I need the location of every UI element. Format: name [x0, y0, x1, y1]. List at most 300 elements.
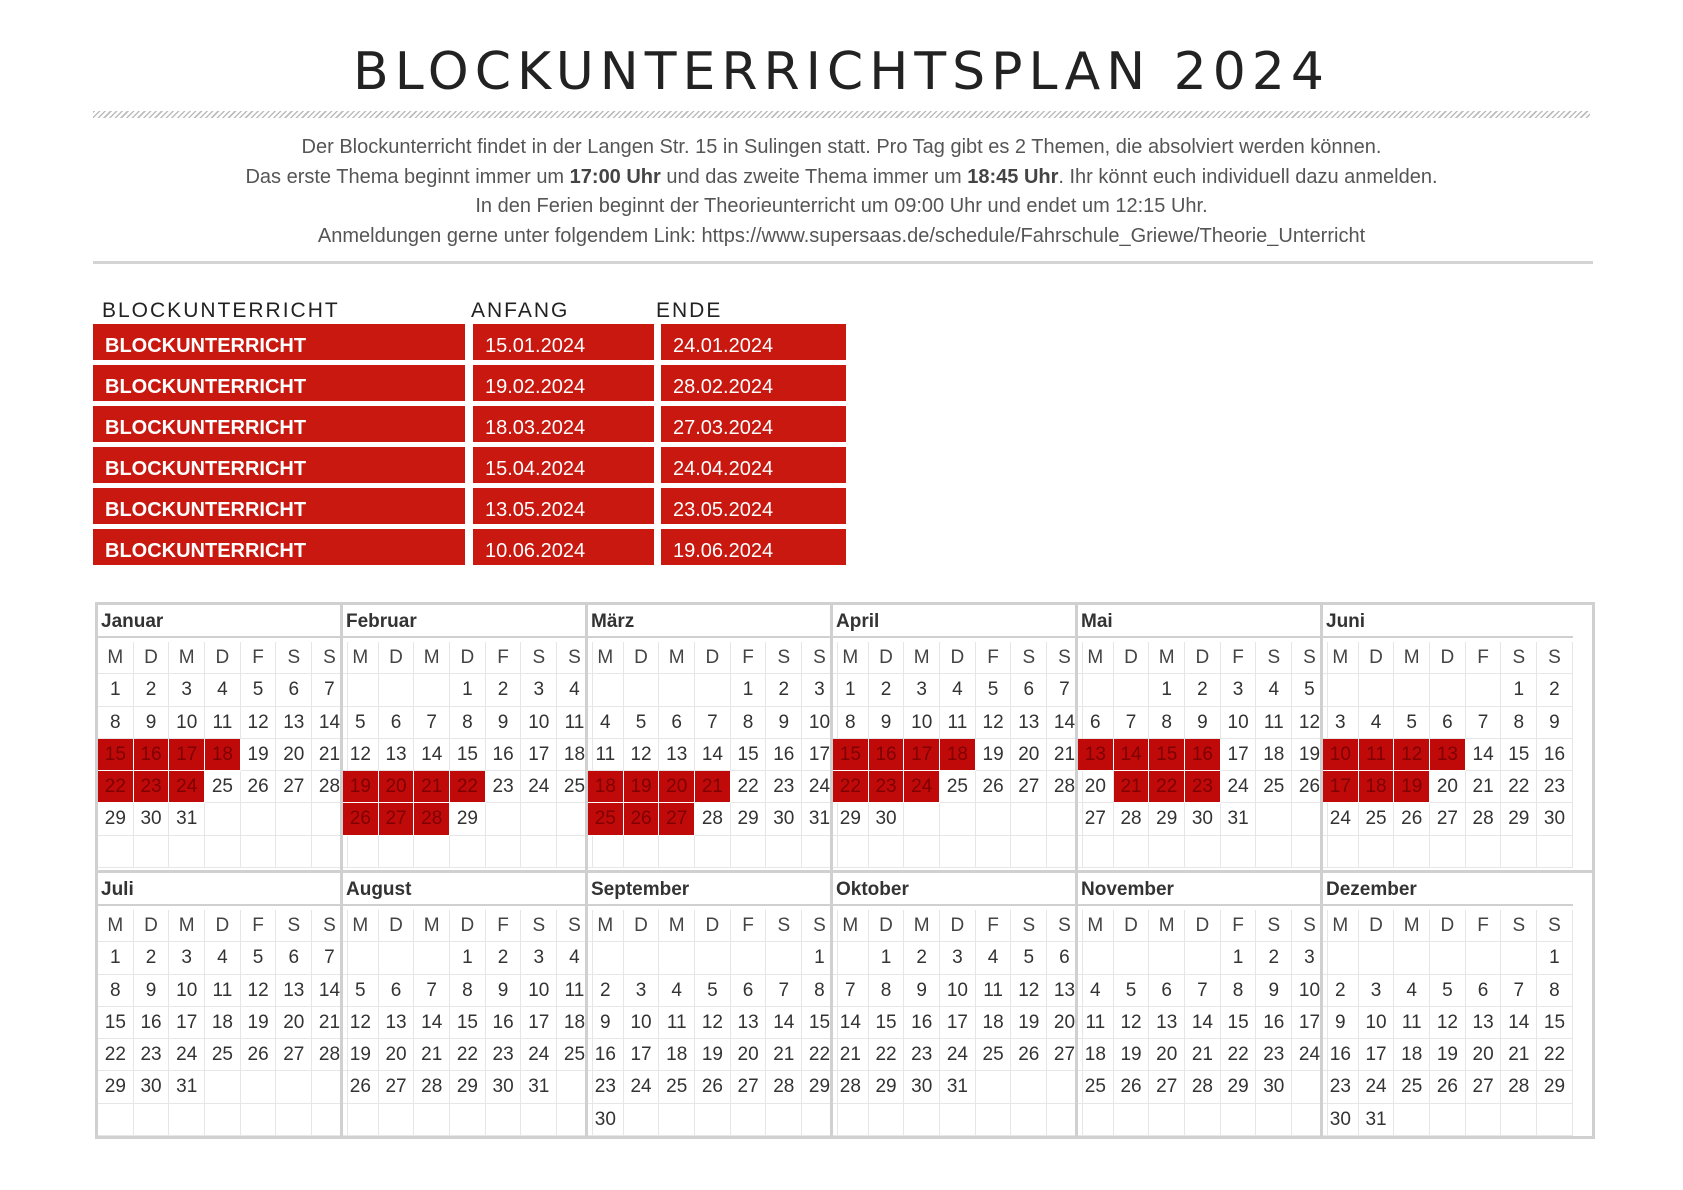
- weekday-label: D: [695, 642, 731, 674]
- day-cell-block-lesson: 27: [379, 803, 415, 835]
- day-cell: 10: [169, 975, 205, 1007]
- empty-day-cell: [588, 836, 624, 868]
- weekday-label: F: [1466, 642, 1502, 674]
- day-cell: 29: [450, 803, 486, 835]
- day-cell: 2: [486, 674, 522, 706]
- day-cell-block-lesson: 21: [695, 771, 731, 803]
- day-cell: 8: [731, 707, 767, 739]
- weekday-label: S: [1292, 642, 1328, 674]
- month-name: Dezember: [1323, 873, 1573, 906]
- day-cell: 16: [904, 1007, 940, 1039]
- weekday-label: D: [205, 642, 241, 674]
- weekday-label: S: [557, 910, 593, 942]
- day-cell: 25: [1078, 1071, 1114, 1103]
- weekday-label: D: [1185, 910, 1221, 942]
- day-cell: 24: [1292, 1039, 1328, 1071]
- day-cell: 29: [98, 803, 134, 835]
- month-grid: [1323, 910, 1573, 1136]
- day-cell-block-lesson: 22: [450, 771, 486, 803]
- empty-day-cell: [169, 836, 205, 868]
- day-cell: 19: [976, 739, 1012, 771]
- month-grid: [98, 642, 348, 868]
- day-cell: 3: [1292, 942, 1328, 974]
- day-cell: 7: [312, 942, 348, 974]
- day-cell: 27: [276, 771, 312, 803]
- empty-day-cell: [695, 1104, 731, 1136]
- day-cell: 28: [312, 771, 348, 803]
- empty-day-cell: [1466, 836, 1502, 868]
- day-cell: 11: [940, 707, 976, 739]
- day-cell: 4: [205, 674, 241, 706]
- month-name: August: [343, 873, 593, 906]
- day-cell: 25: [1394, 1071, 1430, 1103]
- day-cell: 31: [1221, 803, 1257, 835]
- day-cell: 24: [802, 771, 838, 803]
- day-cell-block-lesson: 21: [1114, 771, 1150, 803]
- empty-day-cell: [904, 836, 940, 868]
- day-cell: 1: [1501, 674, 1537, 706]
- day-cell: 18: [1256, 739, 1292, 771]
- day-cell: 6: [1011, 674, 1047, 706]
- day-cell: 11: [205, 707, 241, 739]
- weekday-label: M: [1078, 642, 1114, 674]
- empty-day-cell: [241, 1104, 277, 1136]
- weekday-label: D: [624, 910, 660, 942]
- day-cell: 1: [450, 674, 486, 706]
- schedule-row-start: 18.03.2024: [473, 406, 654, 442]
- weekday-label: D: [134, 642, 170, 674]
- day-cell: 2: [1185, 674, 1221, 706]
- empty-day-cell: [1430, 674, 1466, 706]
- day-cell: 28: [1466, 803, 1502, 835]
- day-cell: 14: [312, 975, 348, 1007]
- empty-day-cell: [521, 1104, 557, 1136]
- empty-day-cell: [450, 836, 486, 868]
- empty-day-cell: [1149, 836, 1185, 868]
- month-grid: [1078, 910, 1328, 1136]
- day-cell: 10: [1359, 1007, 1395, 1039]
- empty-day-cell: [450, 1104, 486, 1136]
- day-cell: 14: [695, 739, 731, 771]
- day-cell: 9: [1185, 707, 1221, 739]
- day-cell: 17: [521, 739, 557, 771]
- day-cell: 21: [1501, 1039, 1537, 1071]
- intro-line-1: Der Blockunterricht findet in der Langen Str. 15 in Sulingen statt. Pro Tag gibt es 2 Themen, die absolviert werden können.: [301, 136, 1382, 158]
- day-cell: 2: [588, 975, 624, 1007]
- day-cell: 1: [1149, 674, 1185, 706]
- day-cell: 10: [802, 707, 838, 739]
- day-cell: 31: [169, 803, 205, 835]
- day-cell: 3: [940, 942, 976, 974]
- day-cell: 30: [1185, 803, 1221, 835]
- day-cell: 31: [802, 803, 838, 835]
- day-cell: 12: [1114, 1007, 1150, 1039]
- day-cell-block-lesson: 24: [904, 771, 940, 803]
- day-cell-block-lesson: 18: [940, 739, 976, 771]
- day-cell: 26: [976, 771, 1012, 803]
- day-cell: 28: [1047, 771, 1083, 803]
- day-cell: 5: [624, 707, 660, 739]
- day-cell: 9: [588, 1007, 624, 1039]
- day-cell: 12: [1430, 1007, 1466, 1039]
- weekday-label: S: [1256, 910, 1292, 942]
- schedule-row-end: 23.05.2024: [661, 488, 846, 524]
- month-name: April: [833, 605, 1083, 638]
- empty-day-cell: [276, 836, 312, 868]
- schedule-row-label: BLOCKUNTERRICHT: [93, 488, 465, 524]
- weekday-label: S: [1501, 642, 1537, 674]
- day-cell: 29: [833, 803, 869, 835]
- weekday-label: S: [312, 910, 348, 942]
- day-cell: 20: [1011, 739, 1047, 771]
- empty-day-cell: [98, 836, 134, 868]
- weekday-label: F: [976, 910, 1012, 942]
- empty-day-cell: [1185, 942, 1221, 974]
- day-cell: 3: [169, 674, 205, 706]
- weekday-label: D: [379, 910, 415, 942]
- day-cell: 8: [1149, 707, 1185, 739]
- empty-day-cell: [1394, 1104, 1430, 1136]
- weekday-label: S: [1537, 910, 1573, 942]
- day-cell: 26: [1011, 1039, 1047, 1071]
- day-cell: 30: [486, 1071, 522, 1103]
- day-cell: 13: [1149, 1007, 1185, 1039]
- schedule-row-end: 19.06.2024: [661, 529, 846, 565]
- empty-day-cell: [1011, 836, 1047, 868]
- weekday-label: M: [343, 642, 379, 674]
- weekday-label: D: [940, 910, 976, 942]
- day-cell: 5: [1011, 942, 1047, 974]
- day-cell-block-lesson: 13: [1078, 739, 1114, 771]
- day-cell: 25: [557, 1039, 593, 1071]
- empty-day-cell: [276, 1071, 312, 1103]
- day-cell: 9: [134, 975, 170, 1007]
- empty-day-cell: [588, 942, 624, 974]
- empty-day-cell: [1537, 1104, 1573, 1136]
- day-cell: 18: [557, 739, 593, 771]
- day-cell: 7: [695, 707, 731, 739]
- day-cell: 3: [521, 942, 557, 974]
- weekday-label: S: [276, 910, 312, 942]
- day-cell: 30: [134, 803, 170, 835]
- day-cell: 17: [1221, 739, 1257, 771]
- day-cell: 25: [205, 1039, 241, 1071]
- schedule-row-label: BLOCKUNTERRICHT: [93, 406, 465, 442]
- day-cell: 1: [869, 942, 905, 974]
- weekday-label: D: [624, 642, 660, 674]
- day-cell: 8: [869, 975, 905, 1007]
- day-cell-block-lesson: 23: [869, 771, 905, 803]
- empty-day-cell: [1256, 836, 1292, 868]
- day-cell: 24: [521, 771, 557, 803]
- empty-day-cell: [343, 674, 379, 706]
- day-cell: 6: [1466, 975, 1502, 1007]
- day-cell: 29: [1149, 803, 1185, 835]
- empty-day-cell: [1501, 942, 1537, 974]
- month-grid: [588, 642, 838, 868]
- day-cell: 17: [521, 1007, 557, 1039]
- section-divider: [93, 261, 1593, 264]
- day-cell: 7: [1114, 707, 1150, 739]
- empty-day-cell: [169, 1104, 205, 1136]
- weekday-label: M: [659, 910, 695, 942]
- day-cell: 28: [312, 1039, 348, 1071]
- day-cell: 7: [414, 975, 450, 1007]
- empty-day-cell: [766, 836, 802, 868]
- day-cell: 13: [731, 1007, 767, 1039]
- day-cell: 31: [1359, 1104, 1395, 1136]
- day-cell: 1: [98, 942, 134, 974]
- day-cell: 24: [1221, 771, 1257, 803]
- day-cell-block-lesson: 22: [98, 771, 134, 803]
- day-cell: 14: [1466, 739, 1502, 771]
- month-grid: [833, 910, 1083, 1136]
- day-cell: 29: [869, 1071, 905, 1103]
- empty-day-cell: [766, 942, 802, 974]
- day-cell: 28: [1114, 803, 1150, 835]
- weekday-label: M: [659, 642, 695, 674]
- empty-day-cell: [414, 674, 450, 706]
- weekday-label: S: [1501, 910, 1537, 942]
- day-cell: 5: [241, 674, 277, 706]
- day-cell: 25: [1256, 771, 1292, 803]
- weekday-label: S: [1047, 910, 1083, 942]
- day-cell: 3: [521, 674, 557, 706]
- day-cell: 1: [802, 942, 838, 974]
- day-cell: 25: [659, 1071, 695, 1103]
- month-dezember: [1323, 873, 1573, 1137]
- day-cell: 14: [1501, 1007, 1537, 1039]
- day-cell: 14: [414, 1007, 450, 1039]
- day-cell: 27: [1466, 1071, 1502, 1103]
- day-cell: 20: [276, 1007, 312, 1039]
- day-cell: 22: [450, 1039, 486, 1071]
- day-cell: 12: [343, 1007, 379, 1039]
- day-cell-block-lesson: 16: [1185, 739, 1221, 771]
- day-cell: 29: [98, 1071, 134, 1103]
- month-grid: [588, 910, 838, 1136]
- day-cell: 14: [414, 739, 450, 771]
- day-cell-block-lesson: 17: [1323, 771, 1359, 803]
- day-cell: 20: [1430, 771, 1466, 803]
- weekday-label: F: [731, 910, 767, 942]
- weekday-label: M: [588, 642, 624, 674]
- empty-day-cell: [940, 1104, 976, 1136]
- day-cell: 17: [940, 1007, 976, 1039]
- day-cell-block-lesson: 15: [833, 739, 869, 771]
- weekday-label: D: [1114, 642, 1150, 674]
- month-name: Juni: [1323, 605, 1573, 638]
- weekday-label: M: [1149, 642, 1185, 674]
- empty-day-cell: [1078, 674, 1114, 706]
- weekday-label: F: [486, 642, 522, 674]
- empty-day-cell: [766, 1104, 802, 1136]
- day-cell: 14: [766, 1007, 802, 1039]
- day-cell: 6: [379, 707, 415, 739]
- day-cell: 23: [486, 771, 522, 803]
- weekday-label: S: [1047, 642, 1083, 674]
- day-cell: 24: [624, 1071, 660, 1103]
- day-cell: 23: [904, 1039, 940, 1071]
- day-cell: 16: [1256, 1007, 1292, 1039]
- empty-day-cell: [1011, 1104, 1047, 1136]
- empty-day-cell: [1221, 1104, 1257, 1136]
- day-cell: 20: [1149, 1039, 1185, 1071]
- weekday-label: M: [169, 642, 205, 674]
- day-cell: 5: [695, 975, 731, 1007]
- schedule-header-block: BLOCKUNTERRICHT: [102, 299, 340, 322]
- day-cell: 5: [1114, 975, 1150, 1007]
- day-cell: 21: [312, 1007, 348, 1039]
- month-grid: [1323, 642, 1573, 868]
- schedule-row-end: 24.01.2024: [661, 324, 846, 360]
- empty-day-cell: [869, 836, 905, 868]
- day-cell: 27: [1149, 1071, 1185, 1103]
- month-name: Oktober: [833, 873, 1083, 906]
- day-cell: 22: [98, 1039, 134, 1071]
- second-topic-time: 18:45 Uhr: [967, 165, 1059, 188]
- weekday-label: F: [241, 910, 277, 942]
- day-cell: 12: [695, 1007, 731, 1039]
- month-februar: [343, 605, 593, 869]
- day-cell: 21: [1466, 771, 1502, 803]
- day-cell: 20: [379, 1039, 415, 1071]
- day-cell-block-lesson: 24: [169, 771, 205, 803]
- schedule-row-end: 28.02.2024: [661, 365, 846, 401]
- weekday-label: M: [833, 642, 869, 674]
- weekday-label: S: [1011, 910, 1047, 942]
- empty-day-cell: [1394, 942, 1430, 974]
- schedule-row-start: 15.01.2024: [473, 324, 654, 360]
- empty-day-cell: [1078, 836, 1114, 868]
- day-cell: 28: [414, 1071, 450, 1103]
- weekday-label: F: [1221, 910, 1257, 942]
- weekday-label: S: [766, 910, 802, 942]
- day-cell: 6: [659, 707, 695, 739]
- month-grid: [1078, 642, 1328, 868]
- empty-day-cell: [1537, 836, 1573, 868]
- empty-day-cell: [1430, 836, 1466, 868]
- day-cell: 22: [1501, 771, 1537, 803]
- empty-day-cell: [624, 1104, 660, 1136]
- day-cell: 8: [802, 975, 838, 1007]
- day-cell: 27: [379, 1071, 415, 1103]
- weekday-label: M: [833, 910, 869, 942]
- day-cell: 6: [379, 975, 415, 1007]
- day-cell: 15: [802, 1007, 838, 1039]
- schedule-row-start: 13.05.2024: [473, 488, 654, 524]
- day-cell: 16: [588, 1039, 624, 1071]
- weekday-label: D: [940, 642, 976, 674]
- day-cell: 1: [1221, 942, 1257, 974]
- day-cell: 30: [1537, 803, 1573, 835]
- day-cell: 22: [1537, 1039, 1573, 1071]
- month-september: [588, 873, 838, 1137]
- day-cell: 10: [904, 707, 940, 739]
- day-cell: 31: [169, 1071, 205, 1103]
- day-cell: 17: [169, 1007, 205, 1039]
- empty-day-cell: [414, 1104, 450, 1136]
- month-grid: [833, 642, 1083, 868]
- day-cell: 27: [276, 1039, 312, 1071]
- empty-day-cell: [1078, 1104, 1114, 1136]
- intro-line-2-part-a: Das erste Thema beginnt immer um: [245, 165, 570, 188]
- day-cell: 6: [276, 674, 312, 706]
- weekday-label: F: [976, 642, 1012, 674]
- day-cell: 9: [1256, 975, 1292, 1007]
- empty-day-cell: [241, 803, 277, 835]
- day-cell: 14: [1185, 1007, 1221, 1039]
- day-cell: 27: [1078, 803, 1114, 835]
- empty-day-cell: [659, 1104, 695, 1136]
- day-cell: 22: [1221, 1039, 1257, 1071]
- day-cell: 23: [134, 1039, 170, 1071]
- day-cell: 4: [1394, 975, 1430, 1007]
- weekday-label: S: [766, 642, 802, 674]
- month-name: Mai: [1078, 605, 1328, 638]
- empty-day-cell: [414, 836, 450, 868]
- day-cell: 20: [731, 1039, 767, 1071]
- day-cell: 30: [1256, 1071, 1292, 1103]
- empty-day-cell: [833, 836, 869, 868]
- day-cell: 2: [486, 942, 522, 974]
- intro-text: [93, 133, 1590, 251]
- day-cell-block-lesson: 28: [414, 803, 450, 835]
- day-cell: 26: [695, 1071, 731, 1103]
- day-cell: 29: [450, 1071, 486, 1103]
- day-cell: 11: [557, 975, 593, 1007]
- empty-day-cell: [276, 803, 312, 835]
- weekday-label: F: [1466, 910, 1502, 942]
- day-cell: 9: [486, 707, 522, 739]
- first-topic-time: 17:00 Uhr: [569, 165, 661, 188]
- day-cell-block-lesson: 20: [379, 771, 415, 803]
- day-cell: 29: [802, 1071, 838, 1103]
- month-name: März: [588, 605, 838, 638]
- day-cell: 8: [450, 707, 486, 739]
- day-cell: 23: [1537, 771, 1573, 803]
- day-cell: 27: [1011, 771, 1047, 803]
- weekday-label: S: [1292, 910, 1328, 942]
- weekday-label: D: [1359, 910, 1395, 942]
- day-cell: 10: [1221, 707, 1257, 739]
- empty-day-cell: [1501, 1104, 1537, 1136]
- weekday-label: S: [521, 910, 557, 942]
- empty-day-cell: [1149, 942, 1185, 974]
- day-cell: 22: [731, 771, 767, 803]
- day-cell: 14: [833, 1007, 869, 1039]
- empty-day-cell: [1359, 836, 1395, 868]
- empty-day-cell: [976, 836, 1012, 868]
- month-märz: [588, 605, 838, 869]
- day-cell: 13: [1047, 975, 1083, 1007]
- intro-line-2: [93, 163, 1590, 193]
- day-cell: 28: [833, 1071, 869, 1103]
- day-cell: 4: [1078, 975, 1114, 1007]
- day-cell: 27: [731, 1071, 767, 1103]
- day-cell: 23: [766, 771, 802, 803]
- empty-day-cell: [1011, 803, 1047, 835]
- day-cell: 25: [976, 1039, 1012, 1071]
- empty-day-cell: [624, 836, 660, 868]
- empty-day-cell: [241, 1071, 277, 1103]
- day-cell: 15: [450, 739, 486, 771]
- weekday-label: S: [802, 642, 838, 674]
- weekday-label: S: [521, 642, 557, 674]
- empty-day-cell: [1466, 1104, 1502, 1136]
- day-cell: 10: [169, 707, 205, 739]
- day-cell: 19: [1292, 739, 1328, 771]
